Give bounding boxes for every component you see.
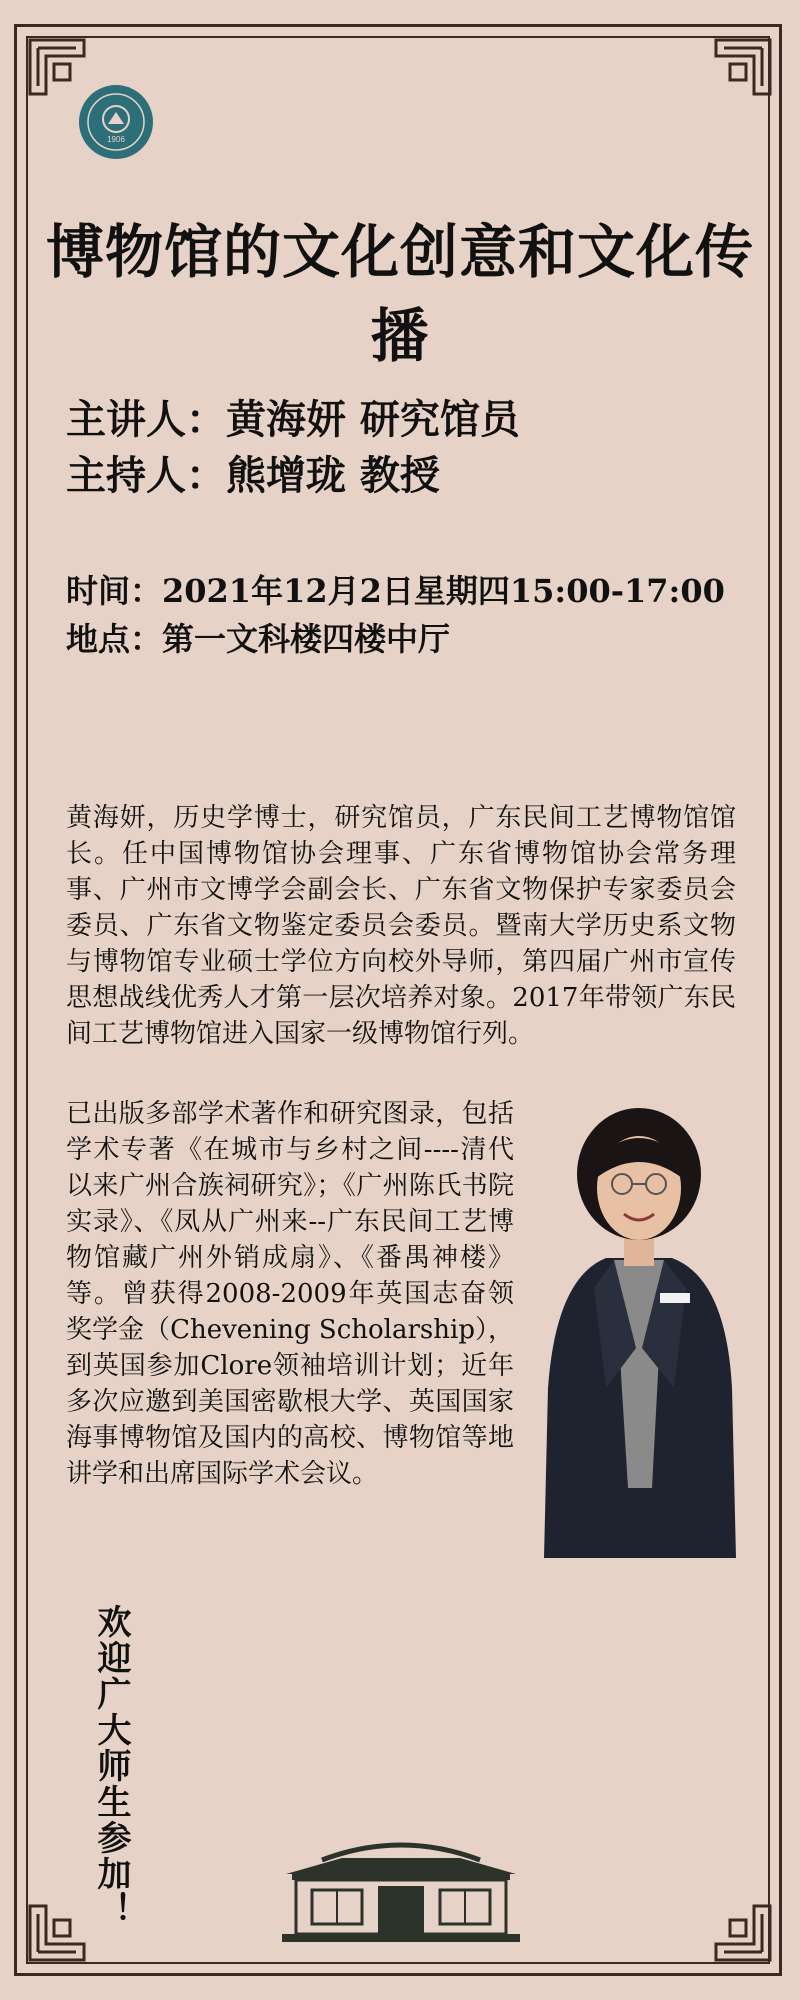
corner-ornament-bottom-left — [26, 1894, 96, 1964]
corner-ornament-top-right — [704, 36, 774, 106]
bio-paragraph-2: 已出版多部学术著作和研究图录，包括学术专著《在城市与乡村之间----清代以来广州合族祠研究》；《广州陈氏书院实录》、《凤从广州来--广东民间工艺博物馆藏广州外销成扇》、《番禺神楼》等。曾获得2008-2009年英国志奋领奖学金（Chevening Scholarship），到英国参加Clore领袖培训计划；近年多次应邀到美国密歇根大学、英国国家海事博物馆及国内的高校、博物馆等地讲学和出席国际学术会议。 — [66, 1099, 514, 1489]
building-illustration — [282, 1830, 520, 1942]
corner-ornament-bottom-right — [704, 1894, 774, 1964]
university-logo — [78, 84, 154, 160]
speaker-photo — [536, 1088, 742, 1558]
place-line: 地点：第一文科楼四楼中厅 — [66, 620, 451, 658]
logo-year: 1906 — [107, 135, 125, 144]
bio-paragraph-1: 黄海妍，历史学博士，研究馆员，广东民间工艺博物馆馆长。任中国博物馆协会理事、广东省博物馆协会常务理事、广州市文博学会副会长、广东省文物保护专家委员会委员、广东省文物鉴定委员会委员。暨南大学历史系文物与博物馆专业硕士学位方向校外导师，第四届广州市宣传思想战线优秀人才第一层次培养对象。2017年带领广东民间工艺博物馆进入国家一级博物馆行列。 — [66, 803, 736, 1049]
time-line: 时间：2021年12月2日星期四15:00-17:00 — [66, 572, 725, 610]
page-title: 博物馆的文化创意和文化传播 — [45, 218, 754, 370]
host-line: 主持人：熊增珑 教授 — [66, 452, 440, 499]
speaker-line: 主讲人：黄海妍 研究馆员 — [66, 396, 520, 443]
welcome-text: 欢迎广大师生参加！ — [91, 1604, 131, 1928]
